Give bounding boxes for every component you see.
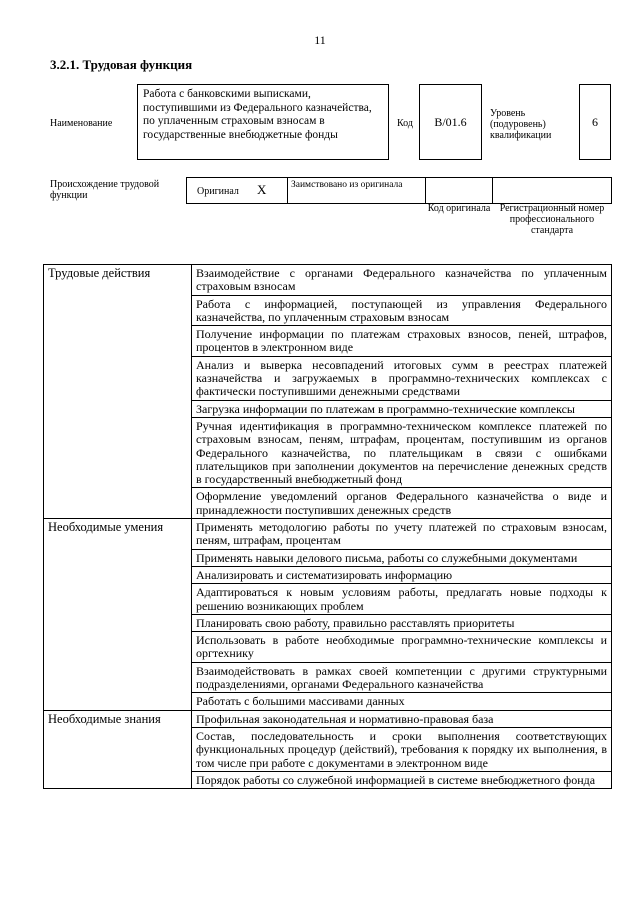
table-cell: Профильная законодательная и нормативно-правовая база [192,710,612,727]
table-row [44,519,612,550]
code-value: B/01.6 [419,84,482,160]
table-cell: Работать с большими массивами данных [192,693,612,710]
table-cell: Порядок работы со служебной информацией в системе внебюджетного фонда [192,771,612,788]
original-code-cell [425,177,493,204]
table-cell: Применять навыки делового письма, работы со служебными документами [192,549,612,566]
page-number: 11 [314,33,326,47]
borrowed-cell [287,177,426,204]
table-row [44,265,612,296]
original-label: Оригинал [197,186,239,197]
name-value: Работа с банковскими выписками, поступившими из Федерального казначейства, по уплаченным страховым взносам в государственные внебюджетные фонды [137,84,389,160]
table-cell: Состав, последовательность и сроки выполнения соответствующих функциональных процедур (действий), требования к порядку их выполнения, в том числе при работе с документами в электронном виде [192,727,612,771]
table-cell: Адаптироваться к новым условиям работы, предлагать новые подходы к решению возникающих проблем [192,584,612,615]
table-cell: Анализ и выверка несовпадений итоговых сумм в реестрах платежей казначейства и загружаемых в программно-технических комплексах с фактически поступившими денежными средствами [192,356,612,400]
table-cell: Загрузка информации по платежам в программно-технические комплексы [192,400,612,417]
registration-number-caption: Регистрационный номер профессионального стандарта [499,203,605,236]
table-cell: Взаимодействовать в рамках своей компетенции с другими структурными подразделениями, органами Федерального казначейства [192,662,612,693]
code-label: Код [397,118,413,129]
table-cell: Ручная идентификация в программно-техническом комплексе платежей по страховым взносам, пеням, штрафам, процентам, поступившим из органов Федерального казначейства, по плательщикам в связи с ошибками плательщиков при заполнении документов на перечисление денежных средств в государственный внебюджетный фонд [192,417,612,487]
function-table [43,264,612,789]
table-cell: Работа с информацией, поступающей из управления Федерального казначейства, по уплаченным страховым взносам [192,295,612,326]
borrowed-label: Заимствовано из оригинала [291,180,403,190]
original-code-caption: Код оригинала [427,203,491,214]
level-value: 6 [579,84,611,160]
table-cell: Планировать свою работу, правильно расставлять приоритеты [192,614,612,631]
table-cell: Использовать в работе необходимые программно-технические комплексы и оргтехнику [192,632,612,663]
level-label: Уровень (подуровень) квалификации [490,108,552,141]
table-cell: Применять методологию работы по учету платежей по страховым взносам, пеням, штрафам, процентам [192,519,612,550]
group-title: Трудовые действия [44,265,192,519]
table-cell: Взаимодействие с органами Федерального казначейства по уплаченным страховым взносам [192,265,612,296]
origin-label: Происхождение трудовой функции [50,179,160,201]
original-mark: X [257,182,267,197]
table-cell: Получение информации по платежам страховых взносов, пеней, штрафов, процентов в электронном виде [192,326,612,357]
registration-number-cell [492,177,612,204]
original-cell [186,177,288,204]
group-title: Необходимые знания [44,710,192,788]
group-title: Необходимые умения [44,519,192,711]
table-cell: Анализировать и систематизировать информацию [192,566,612,583]
table-row [44,710,612,727]
table-cell: Оформление уведомлений органов Федерального казначейства о виде и принадлежности поступивших денежных средств [192,488,612,519]
section-title: 3.2.1. Трудовая функция [50,57,193,72]
name-label: Наименование [50,118,113,129]
